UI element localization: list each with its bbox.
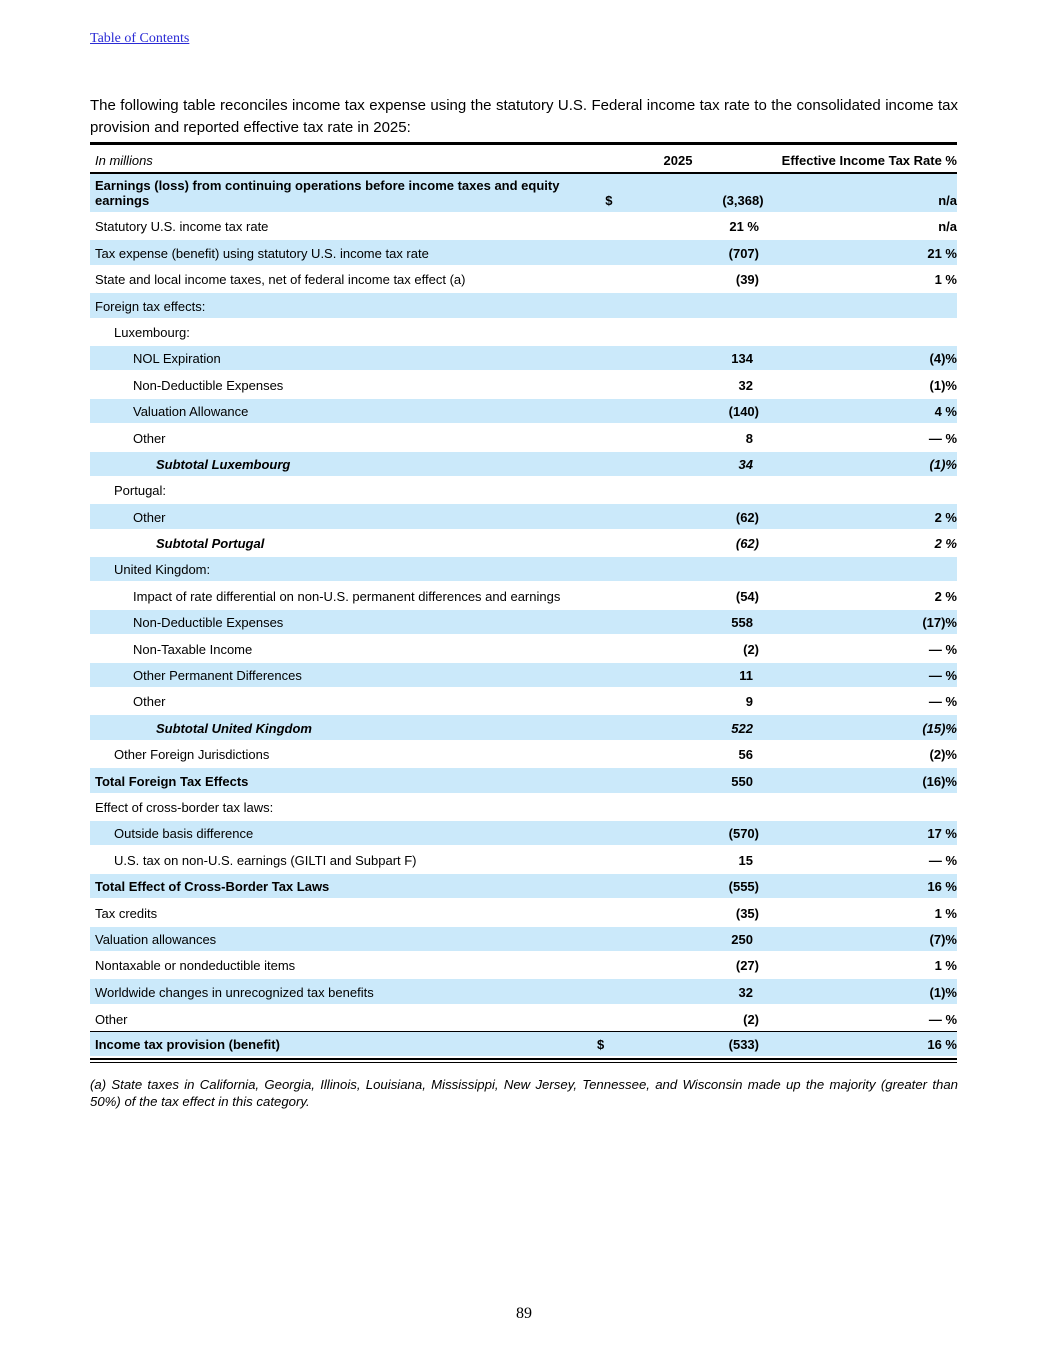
cell-currency	[597, 815, 617, 819]
table-row	[90, 900, 957, 926]
cell-currency	[597, 551, 617, 555]
cell-currency	[591, 393, 611, 397]
table-row	[90, 531, 957, 557]
cell-currency	[597, 498, 617, 502]
row-label: Subtotal United Kingdom	[156, 720, 312, 736]
cell-amount: 11	[739, 668, 753, 684]
cell-currency	[597, 261, 617, 265]
cell-currency	[597, 287, 617, 291]
row-label: Other	[133, 509, 166, 525]
table-row	[90, 557, 957, 583]
cell-rate: 21 %	[927, 245, 957, 261]
cell-currency: $	[597, 1037, 605, 1052]
cell-amount: 34	[738, 456, 753, 472]
tax-reconciliation-table	[90, 142, 957, 1063]
cell-rate: (1)%	[929, 377, 957, 393]
cell-rate: 2 %	[934, 588, 957, 604]
cell-rate: — %	[928, 852, 957, 868]
cell-rate: 4 %	[934, 404, 957, 420]
cell-amount: 56	[738, 747, 753, 763]
table-row	[90, 610, 957, 636]
cell-amount	[617, 314, 759, 318]
cell-currency	[591, 630, 611, 634]
cell-currency	[591, 366, 611, 370]
table-row	[90, 979, 957, 1005]
table-row	[90, 293, 957, 319]
row-label: Valuation allowances	[95, 931, 217, 947]
cell-currency	[597, 525, 617, 529]
cell-currency	[597, 419, 617, 423]
table-row	[90, 742, 957, 768]
row-label: Non-Deductible Expenses	[133, 377, 284, 393]
table-row	[90, 768, 957, 794]
cell-currency	[597, 973, 617, 977]
cell-currency	[591, 762, 611, 766]
row-label: Income tax provision (benefit)	[95, 1037, 280, 1052]
tax-table-body	[90, 174, 957, 1058]
row-label: State and local income taxes, net of federal income tax effect (a)	[95, 272, 466, 288]
row-label: Non-Deductible Expenses	[133, 615, 284, 631]
cell-rate: (2)%	[929, 747, 957, 763]
cell-rate: 1 %	[934, 958, 957, 974]
cell-currency	[597, 894, 617, 898]
table-row	[90, 663, 957, 689]
cell-rate: — %	[928, 694, 957, 710]
table-row	[90, 715, 957, 741]
row-label: Tax credits	[95, 905, 158, 921]
cell-amount: (2)	[743, 641, 759, 657]
cell-amount	[617, 340, 759, 344]
row-label: Portugal:	[114, 483, 167, 499]
row-label: Worldwide changes in unrecognized tax benefits	[95, 984, 374, 1000]
table-row	[90, 636, 957, 662]
cell-currency	[591, 709, 611, 713]
cell-amount: (533)	[728, 1037, 759, 1052]
cell-rate	[759, 498, 957, 502]
cell-currency	[597, 841, 617, 845]
table-row	[90, 504, 957, 530]
row-label: Tax expense (benefit) using statutory U.S. income tax rate	[95, 245, 429, 261]
cell-rate: (7)%	[929, 931, 957, 947]
table-row	[90, 267, 957, 293]
cell-amount: (62)	[735, 509, 759, 525]
row-label: Other	[133, 430, 166, 446]
table-row	[90, 372, 957, 398]
cell-currency	[591, 868, 611, 872]
cell-currency	[597, 234, 617, 238]
row-label: Subtotal Luxembourg	[156, 456, 291, 472]
cell-rate: (16)%	[922, 773, 957, 789]
row-label: Nontaxable or nondeductible items	[95, 958, 296, 974]
cell-rate: — %	[928, 668, 957, 684]
cell-rate: — %	[928, 1011, 957, 1027]
cell-rate: — %	[928, 430, 957, 446]
footnote-a: (a) State taxes in California, Georgia, Illinois, Louisiana, Mississippi, New Jersey, Tennessee, and Wisconsin made up the majority (greater than 50%) of the tax effect in this category.	[90, 1077, 958, 1110]
cell-rate: — %	[928, 641, 957, 657]
cell-currency	[591, 472, 611, 476]
header-effective-rate: Effective Income Tax Rate %	[781, 153, 957, 168]
table-row	[90, 425, 957, 451]
cell-rate: 2 %	[934, 536, 957, 552]
cell-currency	[591, 947, 611, 951]
cell-amount: 250	[731, 931, 753, 947]
cell-amount: 21 %	[729, 219, 759, 235]
row-label: Other Permanent Differences	[133, 668, 302, 684]
row-label: Total Effect of Cross-Border Tax Laws	[95, 879, 330, 895]
row-label: Valuation Allowance	[133, 404, 249, 420]
cell-rate	[759, 815, 957, 819]
intro-paragraph: The following table reconciles income tax expense using the statutory U.S. Federal income tax rate to the consolidated income tax provision and reported effective tax rate in 2025:	[90, 97, 958, 136]
cell-rate: n/a	[938, 193, 957, 208]
row-label: Effect of cross-border tax laws:	[95, 799, 274, 815]
row-label: Impact of rate differential on non-U.S. permanent differences and earnings	[133, 588, 561, 604]
cell-amount: (555)	[728, 879, 759, 895]
cell-currency	[597, 314, 617, 318]
cell-amount: 9	[745, 694, 753, 710]
table-row	[90, 452, 957, 478]
table-row	[90, 214, 957, 240]
table-row	[90, 320, 957, 346]
cell-rate: (4)%	[929, 351, 957, 367]
cell-amount: (54)	[735, 588, 759, 604]
table-row	[90, 847, 957, 873]
cell-amount: (140)	[728, 404, 759, 420]
cell-amount	[617, 498, 759, 502]
table-row	[90, 689, 957, 715]
table-row	[90, 795, 957, 821]
row-label: Subtotal Portugal	[156, 536, 265, 552]
row-label: NOL Expiration	[133, 351, 221, 367]
row-label: Other Foreign Jurisdictions	[114, 747, 270, 763]
table-bottom-double-rule	[90, 1058, 957, 1063]
cell-amount: (570)	[728, 826, 759, 842]
cell-amount: 15	[738, 852, 753, 868]
row-label: Luxembourg:	[114, 324, 190, 340]
table-row	[90, 953, 957, 979]
cell-rate	[759, 314, 957, 318]
cell-currency	[597, 1027, 617, 1031]
cell-amount: 32	[738, 377, 753, 393]
row-label: Total Foreign Tax Effects	[95, 773, 249, 789]
table-header-row	[90, 142, 957, 174]
cell-amount: 558	[731, 615, 753, 631]
cell-rate: 17 %	[927, 826, 957, 842]
cell-currency	[597, 604, 617, 608]
row-label: Other	[95, 1011, 128, 1027]
cell-amount: 522	[731, 720, 753, 736]
cell-currency	[597, 340, 617, 344]
table-row	[90, 874, 957, 900]
cell-amount: 550	[731, 773, 753, 789]
cell-amount: (35)	[735, 905, 759, 921]
row-label: Other	[133, 694, 166, 710]
cell-rate: n/a	[938, 219, 957, 235]
page-number: 89	[516, 1305, 532, 1322]
table-row	[90, 346, 957, 372]
cell-amount: 32	[738, 984, 753, 1000]
cell-rate: (17)%	[922, 615, 957, 631]
cell-currency	[597, 921, 617, 925]
row-label: Outside basis difference	[114, 826, 254, 842]
cell-currency	[591, 736, 611, 740]
cell-rate: (1)%	[929, 456, 957, 472]
row-label: Earnings (loss) from continuing operations before income taxes and equity earnings	[95, 178, 560, 208]
cell-amount: 8	[745, 430, 753, 446]
row-label: Non-Taxable Income	[133, 641, 253, 657]
table-row	[90, 1032, 957, 1058]
table-row	[90, 399, 957, 425]
cell-currency	[597, 577, 617, 581]
cell-amount: (2)	[743, 1011, 759, 1027]
header-year-2025: 2025	[663, 153, 693, 168]
table-row	[90, 821, 957, 847]
cell-currency	[591, 789, 611, 793]
table-row	[90, 478, 957, 504]
row-label: Foreign tax effects:	[95, 298, 206, 314]
cell-amount: (27)	[735, 958, 759, 974]
cell-rate: (1)%	[929, 984, 957, 1000]
cell-amount: (707)	[728, 245, 759, 261]
cell-rate: 2 %	[934, 509, 957, 525]
table-row	[90, 174, 957, 214]
cell-currency	[591, 683, 611, 687]
cell-amount: (62)	[735, 536, 759, 552]
table-row	[90, 240, 957, 266]
cell-amount: 134	[731, 351, 753, 367]
cell-currency	[591, 446, 611, 450]
cell-amount	[617, 815, 759, 819]
cell-currency	[597, 657, 617, 661]
cell-amount: (39)	[735, 272, 759, 288]
table-row	[90, 583, 957, 609]
cell-rate	[759, 577, 957, 581]
row-label: Statutory U.S. income tax rate	[95, 219, 269, 235]
cell-rate: 1 %	[934, 272, 957, 288]
table-of-contents-link[interactable]: Table of Contents	[90, 31, 190, 46]
table-row	[90, 1006, 957, 1032]
cell-rate: 16 %	[927, 879, 957, 895]
cell-rate: (15)%	[922, 720, 957, 736]
row-label: United Kingdom:	[114, 562, 211, 578]
cell-rate: 1 %	[934, 905, 957, 921]
cell-rate: 16 %	[927, 1037, 957, 1052]
cell-rate	[759, 340, 957, 344]
cell-currency: $	[605, 193, 613, 208]
row-label: U.S. tax on non-U.S. earnings (GILTI and Subpart F)	[114, 852, 417, 868]
cell-amount: (3,368)	[722, 193, 764, 208]
cell-amount	[617, 577, 759, 581]
cell-currency	[591, 1000, 611, 1004]
header-in-millions: In millions	[95, 153, 153, 168]
table-row	[90, 927, 957, 953]
